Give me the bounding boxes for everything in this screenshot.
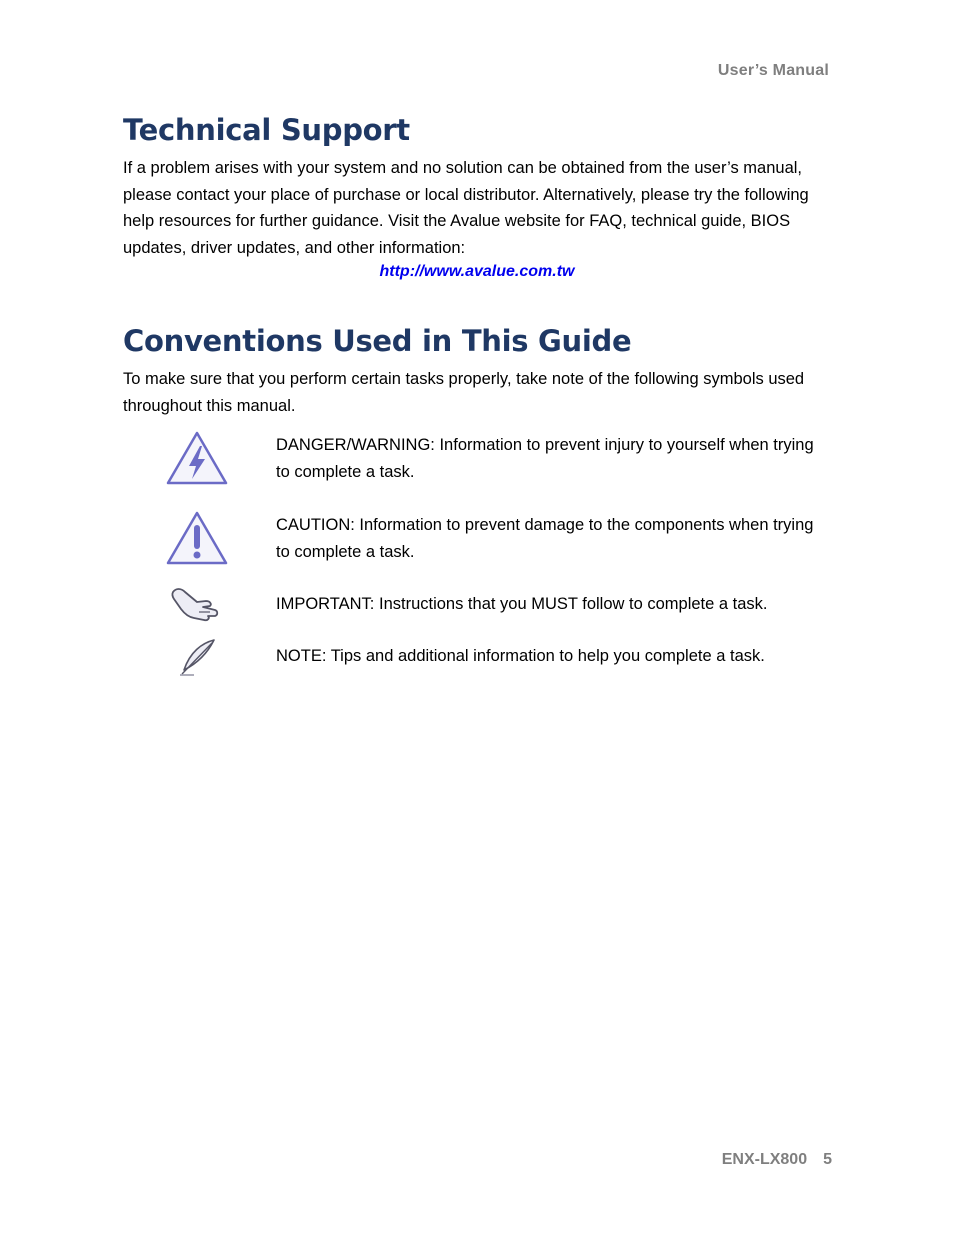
important-description: IMPORTANT: Instructions that you MUST follow to complete a task. — [276, 595, 768, 613]
conventions-intro: To make sure that you perform certain tasks properly, take note of the following symbols used throughout this manual. — [123, 370, 805, 415]
running-header: User’s Manual — [717, 62, 829, 79]
avalue-website-link[interactable]: http://www.avalue.com.tw — [379, 263, 575, 280]
feather-pen-note-icon — [176, 638, 220, 678]
warning-description: DANGER/WARNING: Information to prevent injury to yourself when trying to complete a task. — [276, 436, 814, 481]
note-description: NOTE: Tips and additional information to help you complete a task. — [276, 647, 765, 665]
conventions-heading: Conventions Used in This Guide — [123, 324, 632, 358]
footer-model: ENX-LX800 — [721, 1151, 808, 1168]
technical-support-heading: Technical Support — [123, 113, 410, 147]
hand-important-icon — [170, 584, 220, 622]
page-number: 5 — [823, 1151, 832, 1168]
caution-description: CAUTION: Information to prevent damage to the components when trying to complete a task. — [276, 516, 814, 561]
exclamation-caution-icon — [165, 510, 229, 566]
lightning-warning-icon — [165, 430, 229, 486]
page-footer — [722, 1151, 832, 1169]
technical-support-body: If a problem arises with your system and no solution can be obtained from the user’s manual, please contact your place of purchase or local distributor. Alternatively, please try the following help resources for further guidance. Visit the Avalue website for FAQ, technical guide, BIOS updates, driver updates, and other information: — [123, 159, 809, 257]
